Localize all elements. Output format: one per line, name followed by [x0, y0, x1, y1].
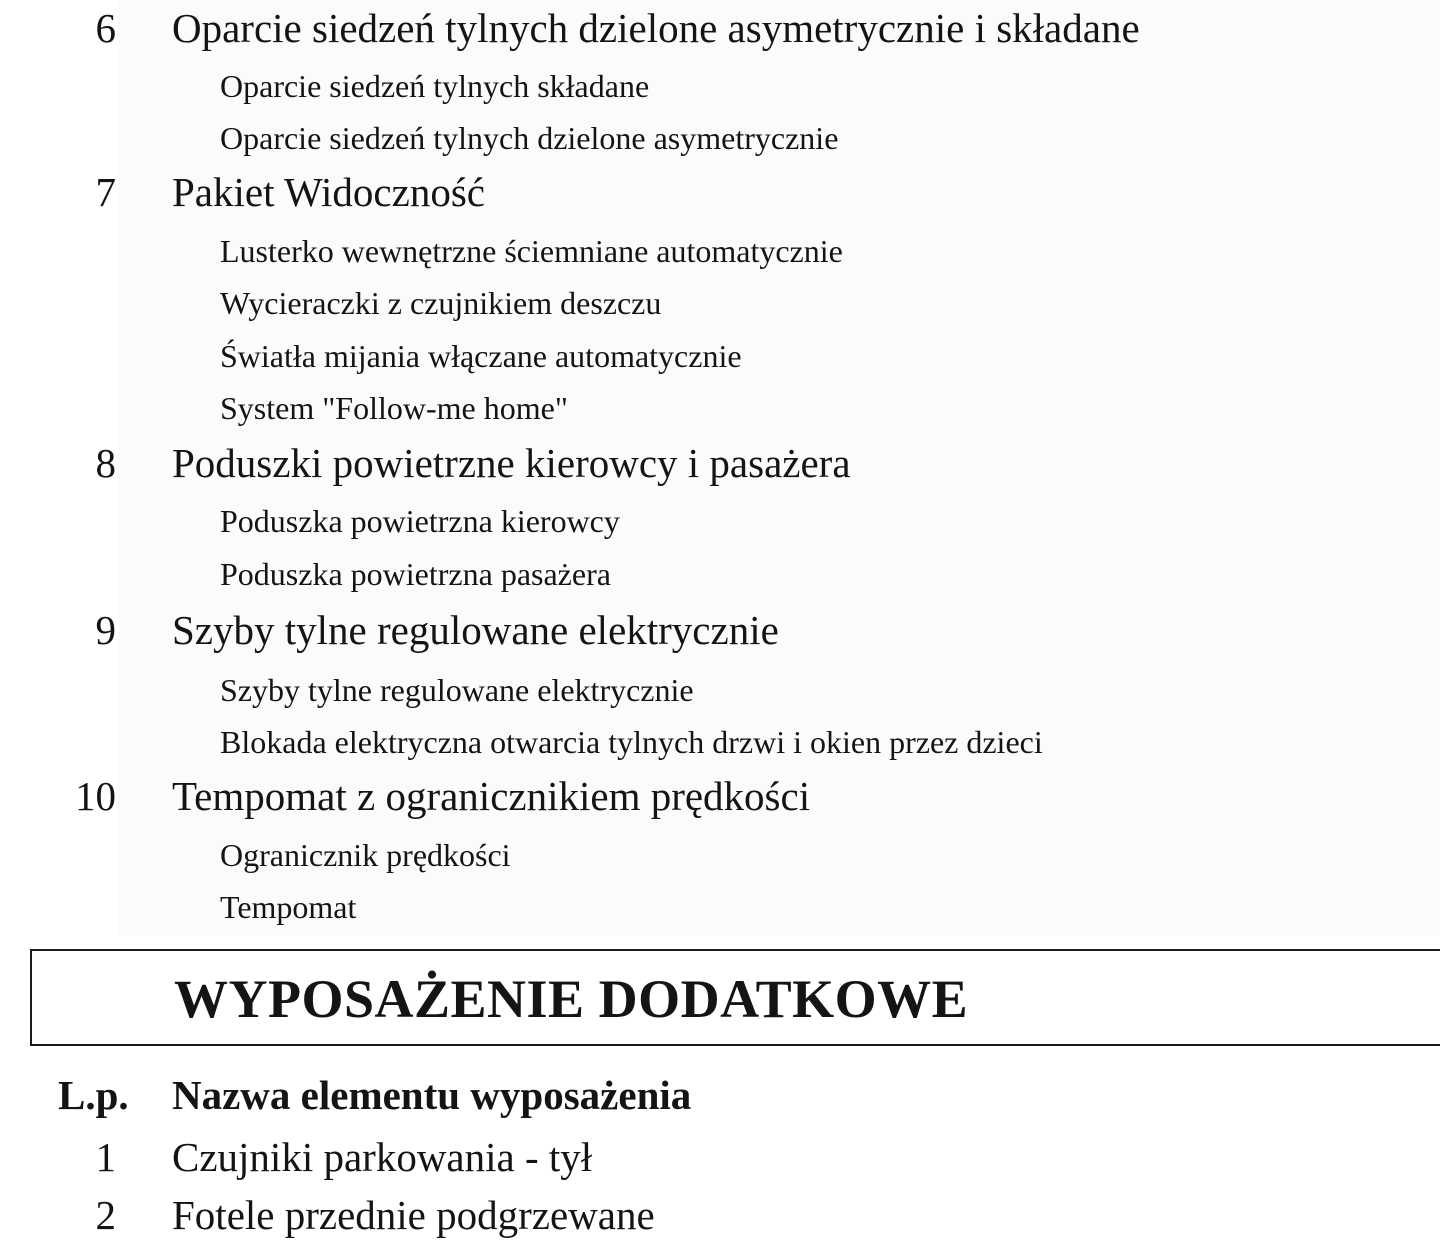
subitem-name: Wycieraczki z czujnikiem deszczu — [220, 285, 662, 321]
list-subitem — [0, 835, 1440, 875]
subitem-name: Światła mijania włączane automatycznie — [220, 338, 742, 374]
section-title: WYPOSAŻENIE DODATKOWE — [174, 969, 969, 1029]
subitem-name: Tempomat — [220, 889, 357, 925]
list-subitem — [0, 283, 1440, 323]
item-number: 7 — [95, 169, 116, 215]
item-name: Tempomat z ogranicznikiem prędkości — [172, 773, 811, 819]
item-name: Czujniki parkowania - tył — [172, 1134, 593, 1180]
list-subitem — [0, 66, 1440, 106]
subitem-name: Poduszka powietrzna pasażera — [220, 556, 611, 592]
table-header — [0, 1071, 1440, 1119]
list-item — [0, 439, 1440, 487]
item-name: Oparcie siedzeń tylnych dzielone asymetrycznie i składane — [172, 5, 1140, 51]
subitem-name: Blokada elektryczna otwarcia tylnych drzwi i okien przez dzieci — [220, 724, 1043, 760]
list-subitem — [0, 670, 1440, 710]
subitem-name: Poduszka powietrzna kierowcy — [220, 503, 620, 539]
item-name: Szyby tylne regulowane elektrycznie — [172, 607, 779, 653]
subitem-name: Szyby tylne regulowane elektrycznie — [220, 672, 694, 708]
item-number: 6 — [95, 5, 116, 51]
list-item — [0, 606, 1440, 654]
item-number: 2 — [95, 1192, 116, 1238]
list-subitem — [0, 231, 1440, 271]
item-number: 10 — [75, 773, 116, 819]
item-name: Pakiet Widoczność — [172, 169, 485, 215]
subitem-name: Lusterko wewnętrzne ściemniane automatycznie — [220, 233, 843, 269]
list-subitem — [0, 887, 1440, 927]
list-subitem — [0, 388, 1440, 428]
subitem-name: System "Follow-me home" — [220, 390, 568, 426]
table-row — [0, 1191, 1440, 1239]
item-name: Fotele przednie podgrzewane — [172, 1192, 655, 1238]
section-header-box — [30, 949, 1440, 1046]
list-subitem — [0, 118, 1440, 158]
list-subitem — [0, 722, 1440, 762]
item-name: Poduszki powietrzne kierowcy i pasażera — [172, 440, 851, 486]
item-number: 1 — [95, 1134, 116, 1180]
table-row — [0, 1133, 1440, 1181]
subitem-name: Oparcie siedzeń tylnych składane — [220, 68, 650, 104]
column-header-name: Nazwa elementu wyposażenia — [172, 1072, 692, 1118]
item-number: 9 — [95, 607, 116, 653]
list-subitem — [0, 501, 1440, 541]
list-item — [0, 4, 1440, 52]
list-subitem — [0, 554, 1440, 594]
item-number: 8 — [95, 440, 116, 486]
column-header-number: L.p. — [58, 1072, 129, 1118]
list-item — [0, 772, 1440, 820]
subitem-name: Ogranicznik prędkości — [220, 837, 511, 873]
list-subitem — [0, 336, 1440, 376]
list-item — [0, 168, 1440, 216]
subitem-name: Oparcie siedzeń tylnych dzielone asymetrycznie — [220, 120, 839, 156]
